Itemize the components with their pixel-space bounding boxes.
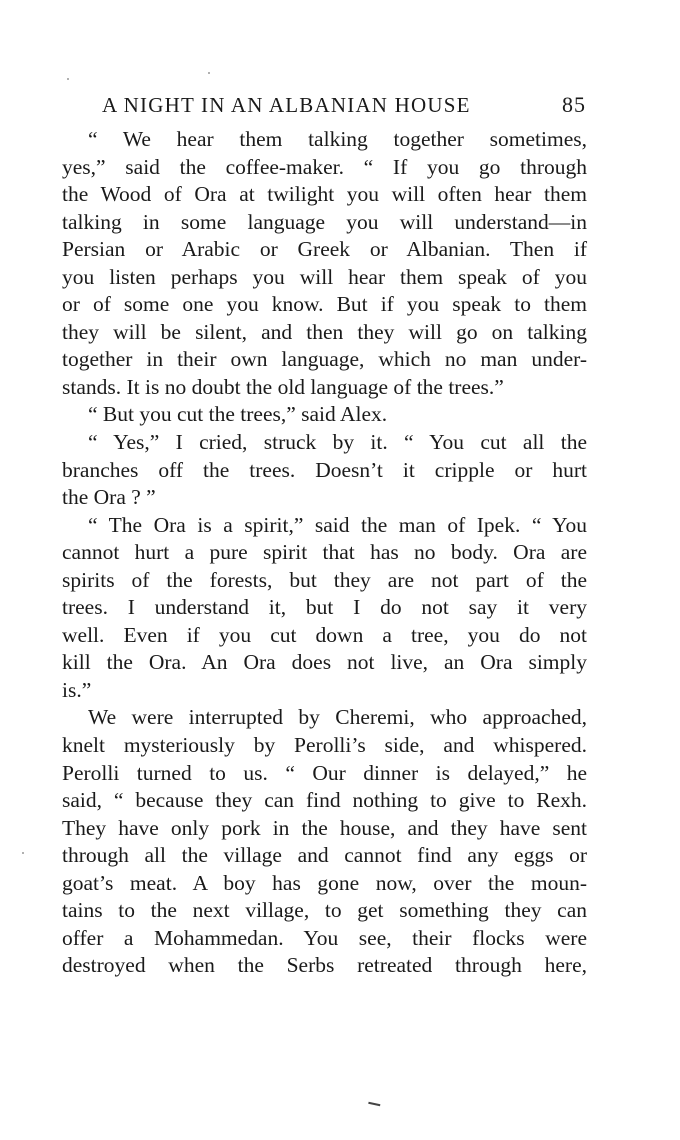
text-line: tains to the next village, to get something they can	[62, 898, 587, 923]
body-text	[62, 126, 587, 980]
text-line: talking in some language you will understand—in	[62, 209, 587, 234]
text-line: Persian or Arabic or Greek or Albanian. Then if	[62, 237, 587, 262]
printer-mark	[368, 1102, 381, 1109]
text-line: they will be silent, and then they will go on talking	[62, 319, 587, 344]
text-line: you listen perhaps you will hear them speak of you	[62, 264, 587, 289]
text-line: said, “ because they can find nothing to give to Rexh.	[62, 788, 587, 813]
text-line: “ The Ora is a spirit,” said the man of Ipek. “ You	[88, 512, 587, 537]
paper-speck	[22, 852, 24, 854]
text-line: or of some one you know. But if you speak to them	[62, 292, 587, 317]
text-line: destroyed when the Serbs retreated through here,	[62, 953, 587, 978]
text-line: the Wood of Ora at twilight you will often hear them	[62, 182, 587, 207]
text-line: through all the village and cannot find any eggs or	[62, 843, 587, 868]
text-line: together in their own language, which no man under-	[62, 347, 587, 372]
text-line: is.”	[62, 677, 92, 702]
text-line: “ But you cut the trees,” said Alex.	[88, 402, 388, 427]
text-line: “ Yes,” I cried, struck by it. “ You cut all the	[88, 430, 587, 455]
text-line: “ We hear them talking together sometimes,	[88, 127, 587, 151]
text-line: branches off the trees. Doesn’t it cripple or hurt	[62, 457, 587, 482]
text-line: We were interrupted by Cheremi, who approached,	[88, 705, 587, 730]
text-line: goat’s meat. A boy has gone now, over the moun-	[62, 870, 587, 895]
paper-speck	[208, 72, 210, 74]
text-line: Perolli turned to us. “ Our dinner is delayed,” he	[62, 760, 587, 785]
text-line: stands. It is no doubt the old language of the trees.”	[62, 374, 504, 399]
text-line: They have only pork in the house, and they have sent	[62, 815, 587, 840]
text-line: offer a Mohammedan. You see, their flocks were	[62, 925, 587, 950]
text-line: trees. I understand it, but I do not say it very	[62, 595, 587, 620]
paper-speck	[67, 78, 69, 80]
text-line: kill the Ora. An Ora does not live, an Ora simply	[62, 650, 587, 675]
text-line: cannot hurt a pure spirit that has no body. Ora are	[62, 540, 587, 565]
text-line: spirits of the forests, but they are not part of the	[62, 567, 587, 592]
text-line: well. Even if you cut down a tree, you do not	[62, 622, 587, 647]
text-line: knelt mysteriously by Perolli’s side, and whispered.	[62, 733, 587, 758]
running-head: A NIGHT IN AN ALBANIAN HOUSE	[102, 93, 471, 117]
page-number: 85	[562, 92, 586, 117]
text-line: yes,” said the coffee-maker. “ If you go through	[62, 154, 587, 179]
page-header	[60, 90, 588, 120]
text-line: the Ora ? ”	[62, 485, 156, 510]
